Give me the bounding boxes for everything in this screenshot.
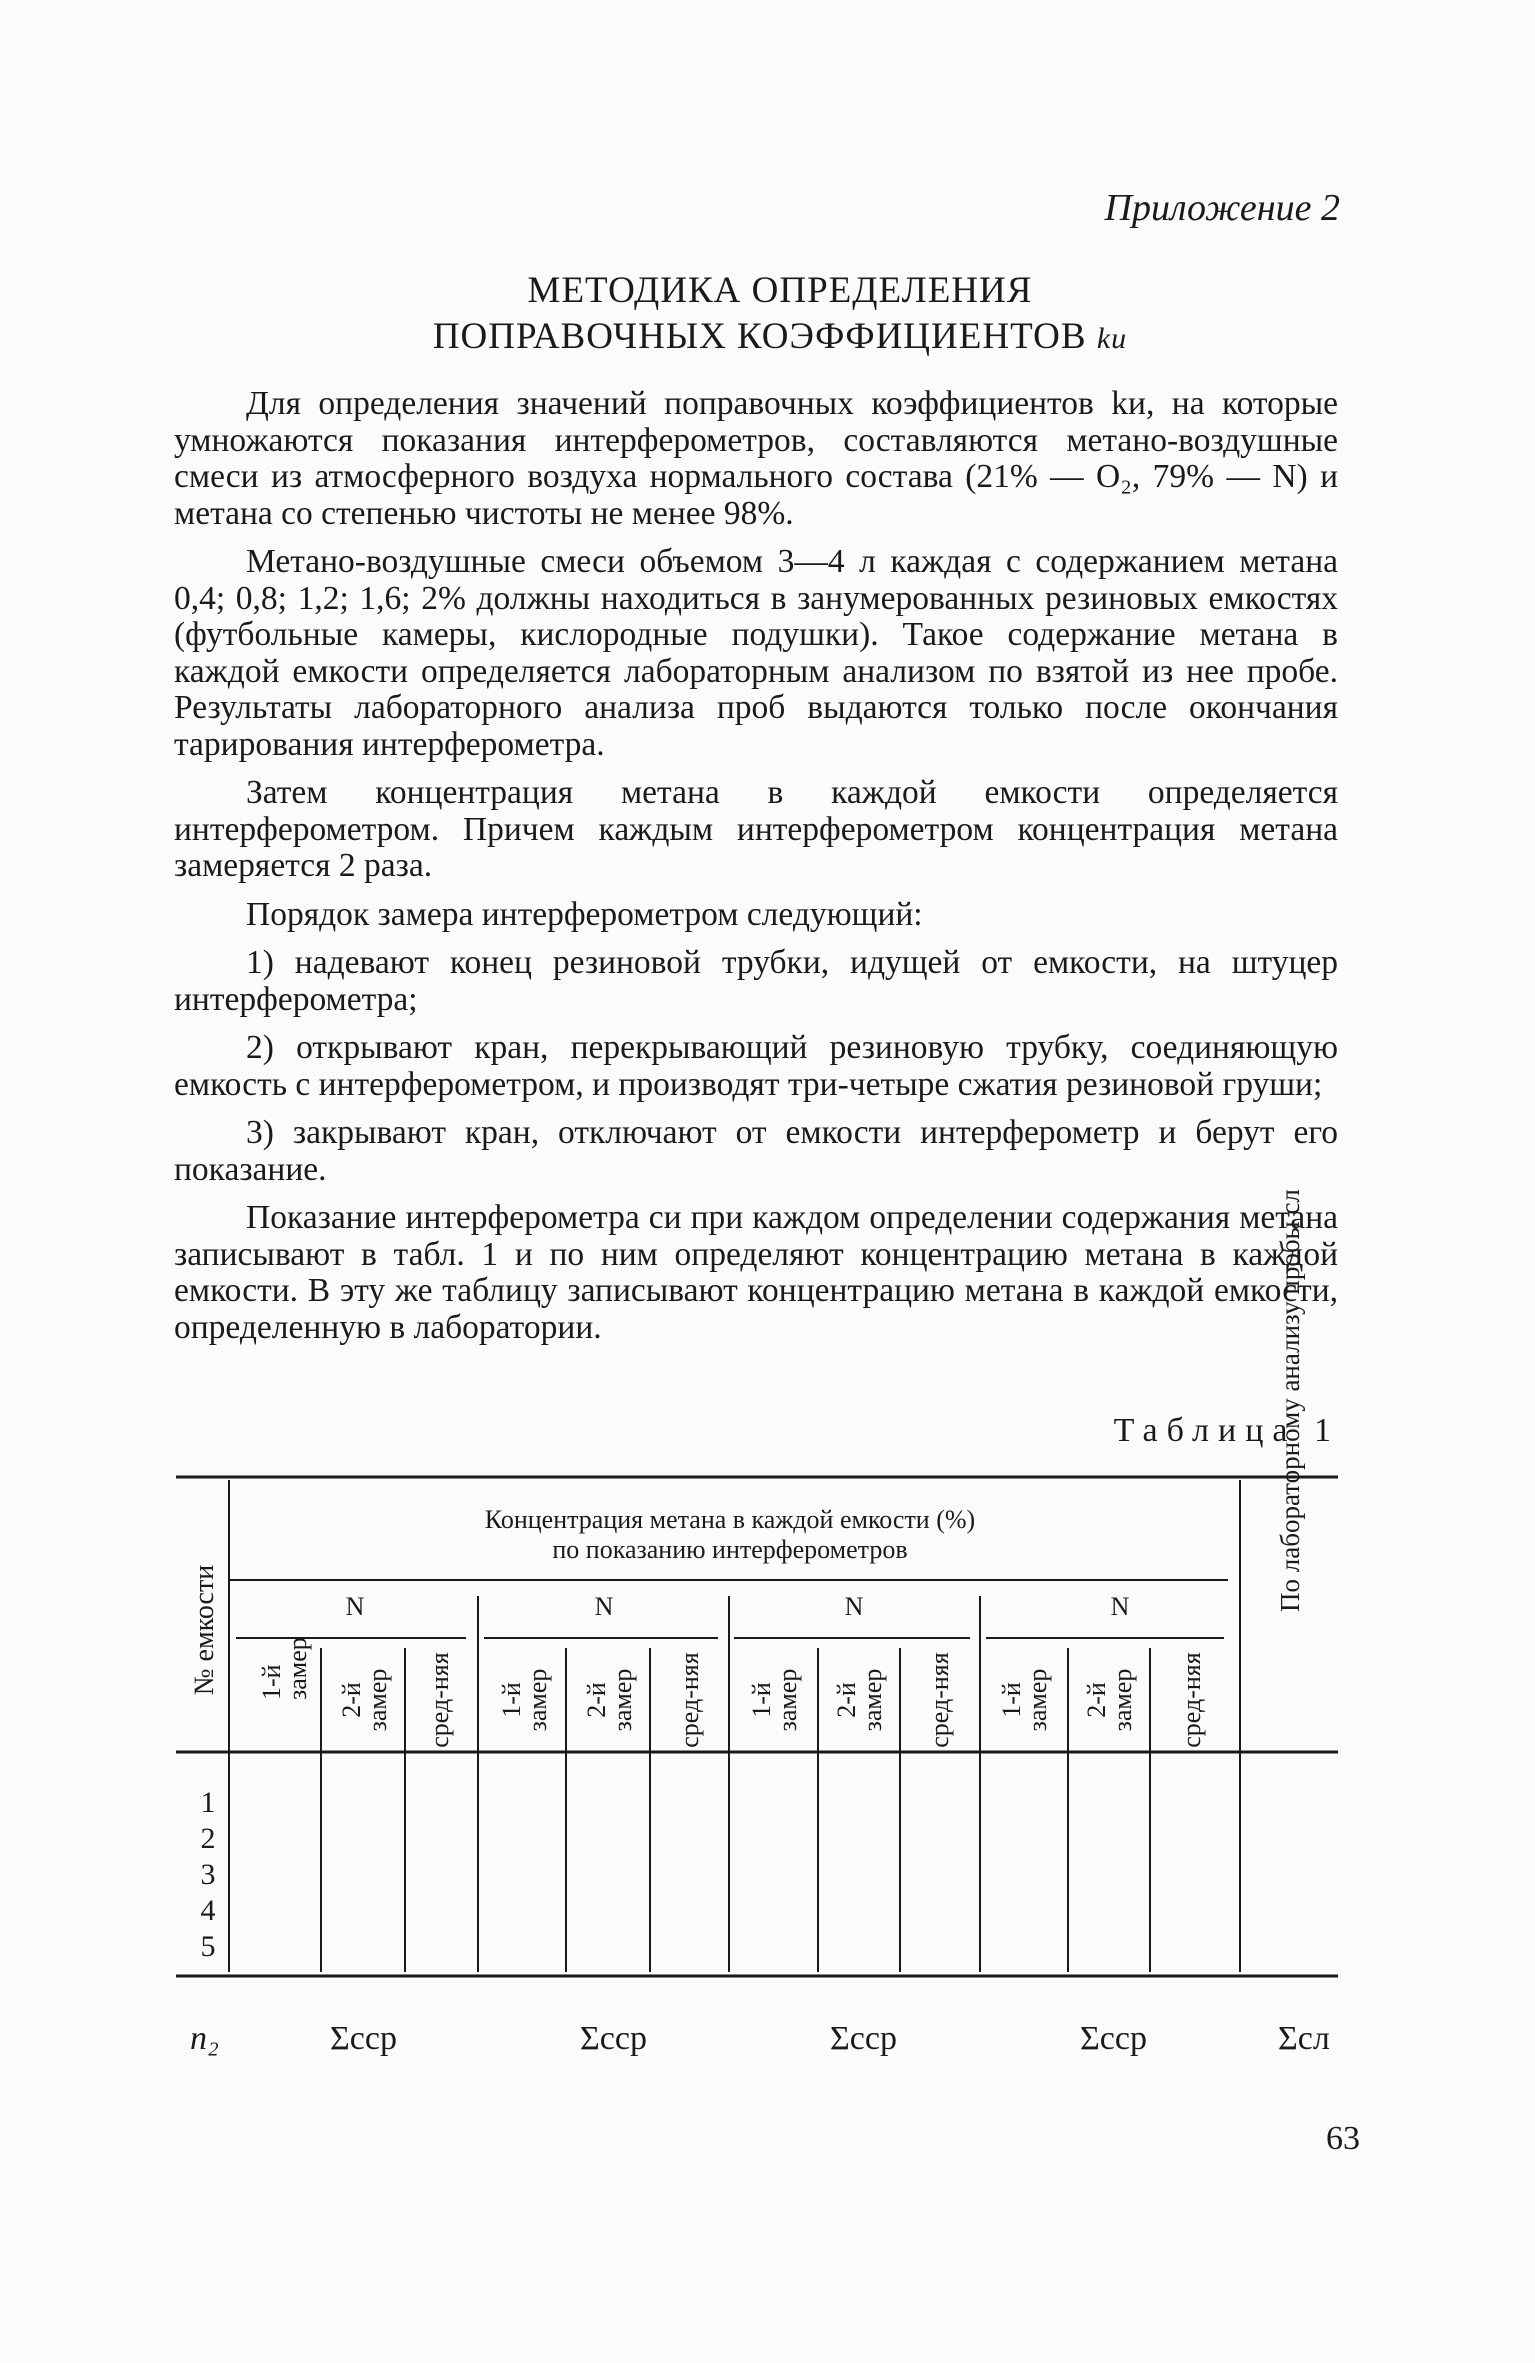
- subcol-header: 1-й замер: [497, 1668, 552, 1732]
- subcol-header: 2-й замер: [832, 1668, 887, 1732]
- group-label-n: N: [594, 1592, 614, 1621]
- appendix-label: Приложение 2: [1104, 187, 1340, 229]
- conc-header: [300, 1505, 1160, 1565]
- conc-header-line-2: по показанию интерферометров: [552, 1535, 908, 1564]
- subcol-header: сред-няя: [925, 1652, 954, 1748]
- subcol-header: 1-й замер: [997, 1668, 1052, 1732]
- subcol-header: 2-й замер: [337, 1668, 392, 1732]
- conc-header-line-1: Концентрация метана в каждой емкости (%): [484, 1505, 976, 1534]
- subcol-header: 1-й замер: [747, 1668, 802, 1732]
- subcol-header: сред-няя: [1177, 1652, 1206, 1748]
- col-number-header: № емкости: [189, 1564, 220, 1696]
- title-symbol: kи: [1096, 322, 1128, 355]
- row-number: 3: [200, 1858, 216, 1891]
- footer-sum-avg: Σcср: [830, 2020, 897, 2057]
- paragraph: 3) закрывают кран, отключают от емкости интерферометр и берут его показание.: [174, 1114, 1338, 1188]
- paragraph: Показание интерферометра cи при каждом определении содержания метана записывают в табл. 1 и по ним определяют концентрацию метана в каждой емкости. В эту же таблицу записывают концентрацию метана в каждой емкости, определенную в лаборатории.: [174, 1199, 1338, 1346]
- paragraph: Для определения значений поправочных коэффициентов kи, на которые умножаются показания интерферометров, составляются метано-воздушные смеси из атмосферного воздуха нормального состава (21% — O₂, 79% — N) и метана со степенью чистоты не менее 98%.: [174, 385, 1338, 532]
- title-line-2-text: ПОПРАВОЧНЫХ КОЭФФИЦИЕНТОВ: [432, 316, 1087, 357]
- subcol-header: 2-й замер: [582, 1668, 637, 1732]
- paragraph: 1) надевают конец резиновой трубки, идущей от емкости, на штуцер интерферометра;: [174, 944, 1338, 1018]
- group-label-n: N: [345, 1592, 365, 1621]
- group-label-n: N: [844, 1592, 864, 1621]
- footer-n: n₂: [190, 2020, 219, 2057]
- footer-sum-avg: Σcср: [330, 2020, 397, 2057]
- title-line-1: МЕТОДИКА ОПРЕДЕЛЕНИЯ: [527, 270, 1033, 311]
- paragraph: Метано-воздушные смеси объемом 3—4 л каждая с содержанием метана 0,4; 0,8; 1,2; 1,6; 2% должны находиться в занумерованных резиновых емкостях (футбольные камеры, кислородные подушки). Такое содержание метана в каждой емкости определяется лабораторным анализом по взятой из нее пробе. Результаты лабораторного анализа проб выдаются только после окончания тарирования интерферометра.: [174, 543, 1338, 763]
- row-number: 4: [200, 1894, 216, 1927]
- footer-sum-avg: Σcср: [580, 2020, 647, 2057]
- footer-sum-avg: Σcср: [1080, 2020, 1147, 2057]
- subcol-header: сред-няя: [425, 1652, 454, 1748]
- page-number: 63: [1326, 2120, 1360, 2157]
- row-number: 5: [200, 1930, 216, 1963]
- subcol-header: сред-няя: [675, 1652, 704, 1748]
- paragraph: Затем концентрация метана в каждой емкости определяется интерферометром. Причем каждым интерферометром концентрация метана замеряется 2 раза.: [174, 774, 1338, 884]
- row-number: 1: [200, 1786, 216, 1819]
- subcol-header: 2-й замер: [1082, 1668, 1137, 1732]
- paragraph: Порядок замера интерферометром следующий:: [246, 895, 923, 933]
- row-number: 2: [200, 1822, 216, 1855]
- paragraph: 2) открывают кран, перекрывающий резиновую трубку, соединяющую емкость с интерферометром, и производят три-четыре сжатия резиновой груши;: [174, 1029, 1338, 1103]
- footer-sum-lab: Σcл: [1278, 2020, 1330, 2057]
- group-label-n: N: [1110, 1592, 1130, 1621]
- table-caption: Таблица 1: [1113, 1412, 1340, 1449]
